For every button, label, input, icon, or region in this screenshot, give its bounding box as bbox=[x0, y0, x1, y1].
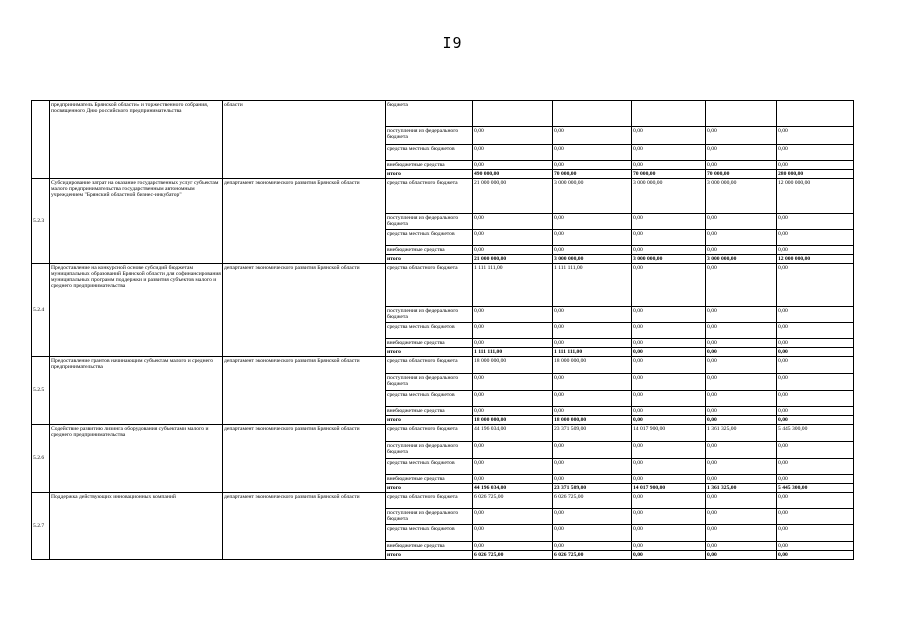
year-amount: 0,00 bbox=[777, 475, 854, 484]
year-amount: 0,00 bbox=[553, 459, 632, 475]
year-amount: 0,00 bbox=[706, 145, 777, 161]
funding-source: итого bbox=[386, 170, 473, 179]
funding-source: средства местных бюджетов bbox=[386, 145, 473, 161]
year-amount: 3 000 000,00 bbox=[632, 179, 706, 214]
year-amount: 0,00 bbox=[706, 307, 777, 323]
year-amount: 0,00 bbox=[632, 459, 706, 475]
year-amount: 0,00 bbox=[706, 391, 777, 407]
total-amount: 0,00 bbox=[473, 391, 553, 407]
year-amount: 0,00 bbox=[706, 509, 777, 525]
year-amount: 0,00 bbox=[777, 374, 854, 391]
year-amount: 0,00 bbox=[706, 230, 777, 246]
year-amount: 0,00 bbox=[706, 264, 777, 307]
total-amount: 0,00 bbox=[473, 509, 553, 525]
year-amount: 23 371 509,00 bbox=[553, 484, 632, 493]
year-amount: 0,00 bbox=[777, 416, 854, 425]
year-amount: 0,00 bbox=[553, 525, 632, 542]
year-amount: 0,00 bbox=[632, 214, 706, 230]
year-amount: 0,00 bbox=[632, 374, 706, 391]
year-amount: 0,00 bbox=[632, 493, 706, 509]
year-amount: 0,00 bbox=[777, 214, 854, 230]
item-number: 5.2.3 bbox=[32, 179, 50, 264]
funding-source: средства местных бюджетов bbox=[386, 323, 473, 339]
funding-source: бюджета bbox=[386, 101, 473, 127]
year-amount: 12 000 000,00 bbox=[777, 255, 854, 264]
page-number: I9 bbox=[442, 34, 463, 52]
funding-source: поступления из федерального бюджета bbox=[386, 442, 473, 459]
year-amount: 0,00 bbox=[632, 348, 706, 357]
executor: департамент экономического развития Брянской области bbox=[223, 264, 386, 357]
funding-source: средства областного бюджета bbox=[386, 264, 473, 307]
year-amount: 0,00 bbox=[706, 161, 777, 170]
total-amount: 18 000 000,00 bbox=[473, 416, 553, 425]
funding-source: поступления из федерального бюджета bbox=[386, 374, 473, 391]
funding-source: средства местных бюджетов bbox=[386, 459, 473, 475]
year-amount: 0,00 bbox=[706, 493, 777, 509]
total-amount: 44 196 034,00 bbox=[473, 484, 553, 493]
measure-name: Содействие развитию лизинга оборудования субъектами малого и среднего предпринимательства bbox=[50, 425, 223, 493]
total-amount: 44 196 034,00 bbox=[473, 425, 553, 442]
year-amount: 0,00 bbox=[553, 246, 632, 255]
year-amount: 1 111 111,00 bbox=[553, 348, 632, 357]
year-amount: 0,00 bbox=[777, 307, 854, 323]
year-amount: 3 000 000,00 bbox=[632, 255, 706, 264]
item-number: 5.2.4 bbox=[32, 264, 50, 357]
year-amount: 0,00 bbox=[706, 127, 777, 145]
year-amount: 3 000 000,00 bbox=[706, 255, 777, 264]
total-amount: 0,00 bbox=[473, 246, 553, 255]
total-amount: 0,00 bbox=[473, 442, 553, 459]
total-amount: 0,00 bbox=[473, 459, 553, 475]
year-amount: 0,00 bbox=[777, 348, 854, 357]
total-amount: 0,00 bbox=[473, 323, 553, 339]
year-amount bbox=[553, 101, 632, 127]
total-amount: 0,00 bbox=[473, 161, 553, 170]
total-amount: 0,00 bbox=[473, 145, 553, 161]
total-amount: 0,00 bbox=[473, 407, 553, 416]
total-amount: 0,00 bbox=[473, 374, 553, 391]
year-amount: 0,00 bbox=[706, 525, 777, 542]
year-amount: 0,00 bbox=[777, 127, 854, 145]
year-amount: 0,00 bbox=[632, 475, 706, 484]
year-amount: 0,00 bbox=[777, 442, 854, 459]
year-amount: 0,00 bbox=[553, 230, 632, 246]
year-amount: 0,00 bbox=[706, 459, 777, 475]
total-amount bbox=[473, 101, 553, 127]
year-amount: 0,00 bbox=[632, 127, 706, 145]
total-amount: 0,00 bbox=[473, 475, 553, 484]
funding-source: итого bbox=[386, 348, 473, 357]
year-amount: 0,00 bbox=[706, 551, 777, 560]
year-amount: 0,00 bbox=[706, 374, 777, 391]
total-amount: 1 111 111,00 bbox=[473, 264, 553, 307]
year-amount bbox=[632, 101, 706, 127]
total-amount: 0,00 bbox=[473, 230, 553, 246]
year-amount: 0,00 bbox=[706, 339, 777, 348]
funding-source: итого bbox=[386, 255, 473, 264]
year-amount: 14 017 900,00 bbox=[632, 425, 706, 442]
total-amount: 6 026 725,00 bbox=[473, 493, 553, 509]
year-amount: 0,00 bbox=[777, 357, 854, 374]
budget-table-body bbox=[32, 101, 854, 560]
year-amount: 0,00 bbox=[777, 525, 854, 542]
total-amount: 490 000,00 bbox=[473, 170, 553, 179]
year-amount: 0,00 bbox=[553, 475, 632, 484]
year-amount: 0,00 bbox=[632, 357, 706, 374]
year-amount: 3 000 000,00 bbox=[706, 179, 777, 214]
year-amount: 0,00 bbox=[553, 161, 632, 170]
funding-source: внебюджетные средства bbox=[386, 475, 473, 484]
item-number bbox=[32, 101, 50, 179]
year-amount: 0,00 bbox=[632, 509, 706, 525]
year-amount: 70 000,00 bbox=[553, 170, 632, 179]
total-amount: 1 111 111,00 bbox=[473, 348, 553, 357]
year-amount: 0,00 bbox=[777, 246, 854, 255]
year-amount: 0,00 bbox=[632, 264, 706, 307]
year-amount: 0,00 bbox=[632, 339, 706, 348]
year-amount: 0,00 bbox=[553, 339, 632, 348]
table-row bbox=[32, 264, 854, 307]
total-amount: 0,00 bbox=[473, 214, 553, 230]
total-amount: 0,00 bbox=[473, 339, 553, 348]
funding-source: поступления из федерального бюджета bbox=[386, 214, 473, 230]
measure-name: Поддержка действующих инновационных компаний bbox=[50, 493, 223, 560]
year-amount: 0,00 bbox=[553, 127, 632, 145]
executor: департамент экономического развития Брянской области bbox=[223, 179, 386, 264]
year-amount: 0,00 bbox=[706, 442, 777, 459]
year-amount: 0,00 bbox=[632, 391, 706, 407]
measure-name: Предоставление на конкурсной основе субсидий бюджетам муниципальных образований Брянской области для софинансирования муниципальных программ поддержки и развития субъектов малого и среднего предпринимательства bbox=[50, 264, 223, 357]
year-amount: 14 017 900,00 bbox=[632, 484, 706, 493]
funding-source: средства областного бюджета bbox=[386, 179, 473, 214]
year-amount: 0,00 bbox=[632, 442, 706, 459]
year-amount: 0,00 bbox=[706, 348, 777, 357]
executor: департамент экономического развития Брянской области bbox=[223, 493, 386, 560]
total-amount: 0,00 bbox=[473, 542, 553, 551]
year-amount: 0,00 bbox=[777, 407, 854, 416]
year-amount: 0,00 bbox=[706, 357, 777, 374]
year-amount: 0,00 bbox=[553, 391, 632, 407]
year-amount: 18 000 000,00 bbox=[553, 357, 632, 374]
year-amount: 0,00 bbox=[553, 374, 632, 391]
measure-name: предприниматель Брянской области» и торжественного собрания, посвященного Дню российского предпринимательства bbox=[50, 101, 223, 179]
executor: департамент экономического развития Брянской области bbox=[223, 425, 386, 493]
year-amount: 0,00 bbox=[777, 459, 854, 475]
funding-source: средства местных бюджетов bbox=[386, 525, 473, 542]
year-amount: 0,00 bbox=[777, 161, 854, 170]
year-amount: 0,00 bbox=[777, 391, 854, 407]
year-amount: 0,00 bbox=[632, 323, 706, 339]
year-amount: 70 000,00 bbox=[632, 170, 706, 179]
item-number: 5.2.7 bbox=[32, 493, 50, 560]
total-amount: 21 000 000,00 bbox=[473, 255, 553, 264]
total-amount: 0,00 bbox=[473, 307, 553, 323]
table-row bbox=[32, 357, 854, 374]
table-row bbox=[32, 179, 854, 214]
year-amount: 5 445 300,00 bbox=[777, 484, 854, 493]
year-amount: 0,00 bbox=[632, 145, 706, 161]
year-amount: 0,00 bbox=[632, 161, 706, 170]
executor: департамент экономического развития Брянской области bbox=[223, 357, 386, 425]
year-amount: 1 361 325,00 bbox=[706, 484, 777, 493]
year-amount bbox=[706, 101, 777, 127]
total-amount: 0,00 bbox=[473, 525, 553, 542]
year-amount: 0,00 bbox=[632, 307, 706, 323]
year-amount: 0,00 bbox=[777, 264, 854, 307]
year-amount: 0,00 bbox=[553, 509, 632, 525]
year-amount: 0,00 bbox=[553, 214, 632, 230]
year-amount: 0,00 bbox=[632, 246, 706, 255]
year-amount: 280 000,00 bbox=[777, 170, 854, 179]
year-amount: 6 026 725,00 bbox=[553, 551, 632, 560]
year-amount: 0,00 bbox=[706, 323, 777, 339]
year-amount: 0,00 bbox=[777, 551, 854, 560]
funding-source: поступления из федерального бюджета bbox=[386, 127, 473, 145]
year-amount: 70 000,00 bbox=[706, 170, 777, 179]
year-amount: 0,00 bbox=[777, 145, 854, 161]
funding-source: итого bbox=[386, 484, 473, 493]
funding-source: итого bbox=[386, 416, 473, 425]
year-amount: 6 026 725,00 bbox=[553, 493, 632, 509]
year-amount: 1 111 111,00 bbox=[553, 264, 632, 307]
year-amount: 0,00 bbox=[777, 230, 854, 246]
funding-source: средства областного бюджета bbox=[386, 357, 473, 374]
year-amount: 0,00 bbox=[632, 230, 706, 246]
funding-source: итого bbox=[386, 551, 473, 560]
year-amount: 0,00 bbox=[632, 407, 706, 416]
year-amount: 3 000 000,00 bbox=[553, 179, 632, 214]
year-amount: 0,00 bbox=[632, 551, 706, 560]
total-amount: 6 026 725,00 bbox=[473, 551, 553, 560]
funding-source: поступления из федерального бюджета bbox=[386, 509, 473, 525]
year-amount: 0,00 bbox=[706, 416, 777, 425]
year-amount: 5 445 300,00 bbox=[777, 425, 854, 442]
funding-source: внебюджетные средства bbox=[386, 339, 473, 348]
item-number: 5.2.6 bbox=[32, 425, 50, 493]
year-amount: 1 361 325,00 bbox=[706, 425, 777, 442]
budget-table bbox=[31, 100, 854, 560]
funding-source: поступления из федерального бюджета bbox=[386, 307, 473, 323]
total-amount: 21 000 000,00 bbox=[473, 179, 553, 214]
year-amount: 0,00 bbox=[632, 542, 706, 551]
year-amount: 18 000 000,00 bbox=[553, 416, 632, 425]
funding-source: средства областного бюджета bbox=[386, 493, 473, 509]
year-amount: 0,00 bbox=[777, 509, 854, 525]
total-amount: 18 000 000,00 bbox=[473, 357, 553, 374]
item-number: 5.2.5 bbox=[32, 357, 50, 425]
year-amount: 0,00 bbox=[553, 442, 632, 459]
year-amount: 0,00 bbox=[706, 246, 777, 255]
table-row bbox=[32, 101, 854, 127]
funding-source: внебюджетные средства bbox=[386, 246, 473, 255]
executor: области bbox=[223, 101, 386, 179]
funding-source: внебюджетные средства bbox=[386, 407, 473, 416]
year-amount: 0,00 bbox=[632, 525, 706, 542]
year-amount: 23 371 509,00 bbox=[553, 425, 632, 442]
year-amount: 0,00 bbox=[706, 542, 777, 551]
funding-source: средства областного бюджета bbox=[386, 425, 473, 442]
year-amount bbox=[777, 101, 854, 127]
year-amount: 0,00 bbox=[632, 416, 706, 425]
year-amount: 0,00 bbox=[553, 145, 632, 161]
year-amount: 3 000 000,00 bbox=[553, 255, 632, 264]
year-amount: 0,00 bbox=[553, 307, 632, 323]
table-row bbox=[32, 425, 854, 442]
year-amount: 0,00 bbox=[777, 542, 854, 551]
year-amount: 0,00 bbox=[553, 323, 632, 339]
measure-name: Предоставление грантов начинающим субъектам малого и среднего предпринимательства bbox=[50, 357, 223, 425]
year-amount: 0,00 bbox=[553, 407, 632, 416]
measure-name: Субсидирование затрат на оказание государственных услуг субъектам малого предпринимательства государственным автономным учреждением "Брянский областной бизнес-инкубатор" bbox=[50, 179, 223, 264]
total-amount: 0,00 bbox=[473, 127, 553, 145]
funding-source: внебюджетные средства bbox=[386, 542, 473, 551]
funding-source: средства местных бюджетов bbox=[386, 391, 473, 407]
year-amount: 0,00 bbox=[706, 407, 777, 416]
year-amount: 0,00 bbox=[777, 323, 854, 339]
year-amount: 0,00 bbox=[706, 475, 777, 484]
funding-source: внебюджетные средства bbox=[386, 161, 473, 170]
year-amount: 0,00 bbox=[777, 493, 854, 509]
year-amount: 0,00 bbox=[777, 339, 854, 348]
table-row bbox=[32, 493, 854, 509]
funding-source: средства местных бюджетов bbox=[386, 230, 473, 246]
year-amount: 0,00 bbox=[706, 214, 777, 230]
year-amount: 12 000 000,00 bbox=[777, 179, 854, 214]
year-amount: 0,00 bbox=[553, 542, 632, 551]
